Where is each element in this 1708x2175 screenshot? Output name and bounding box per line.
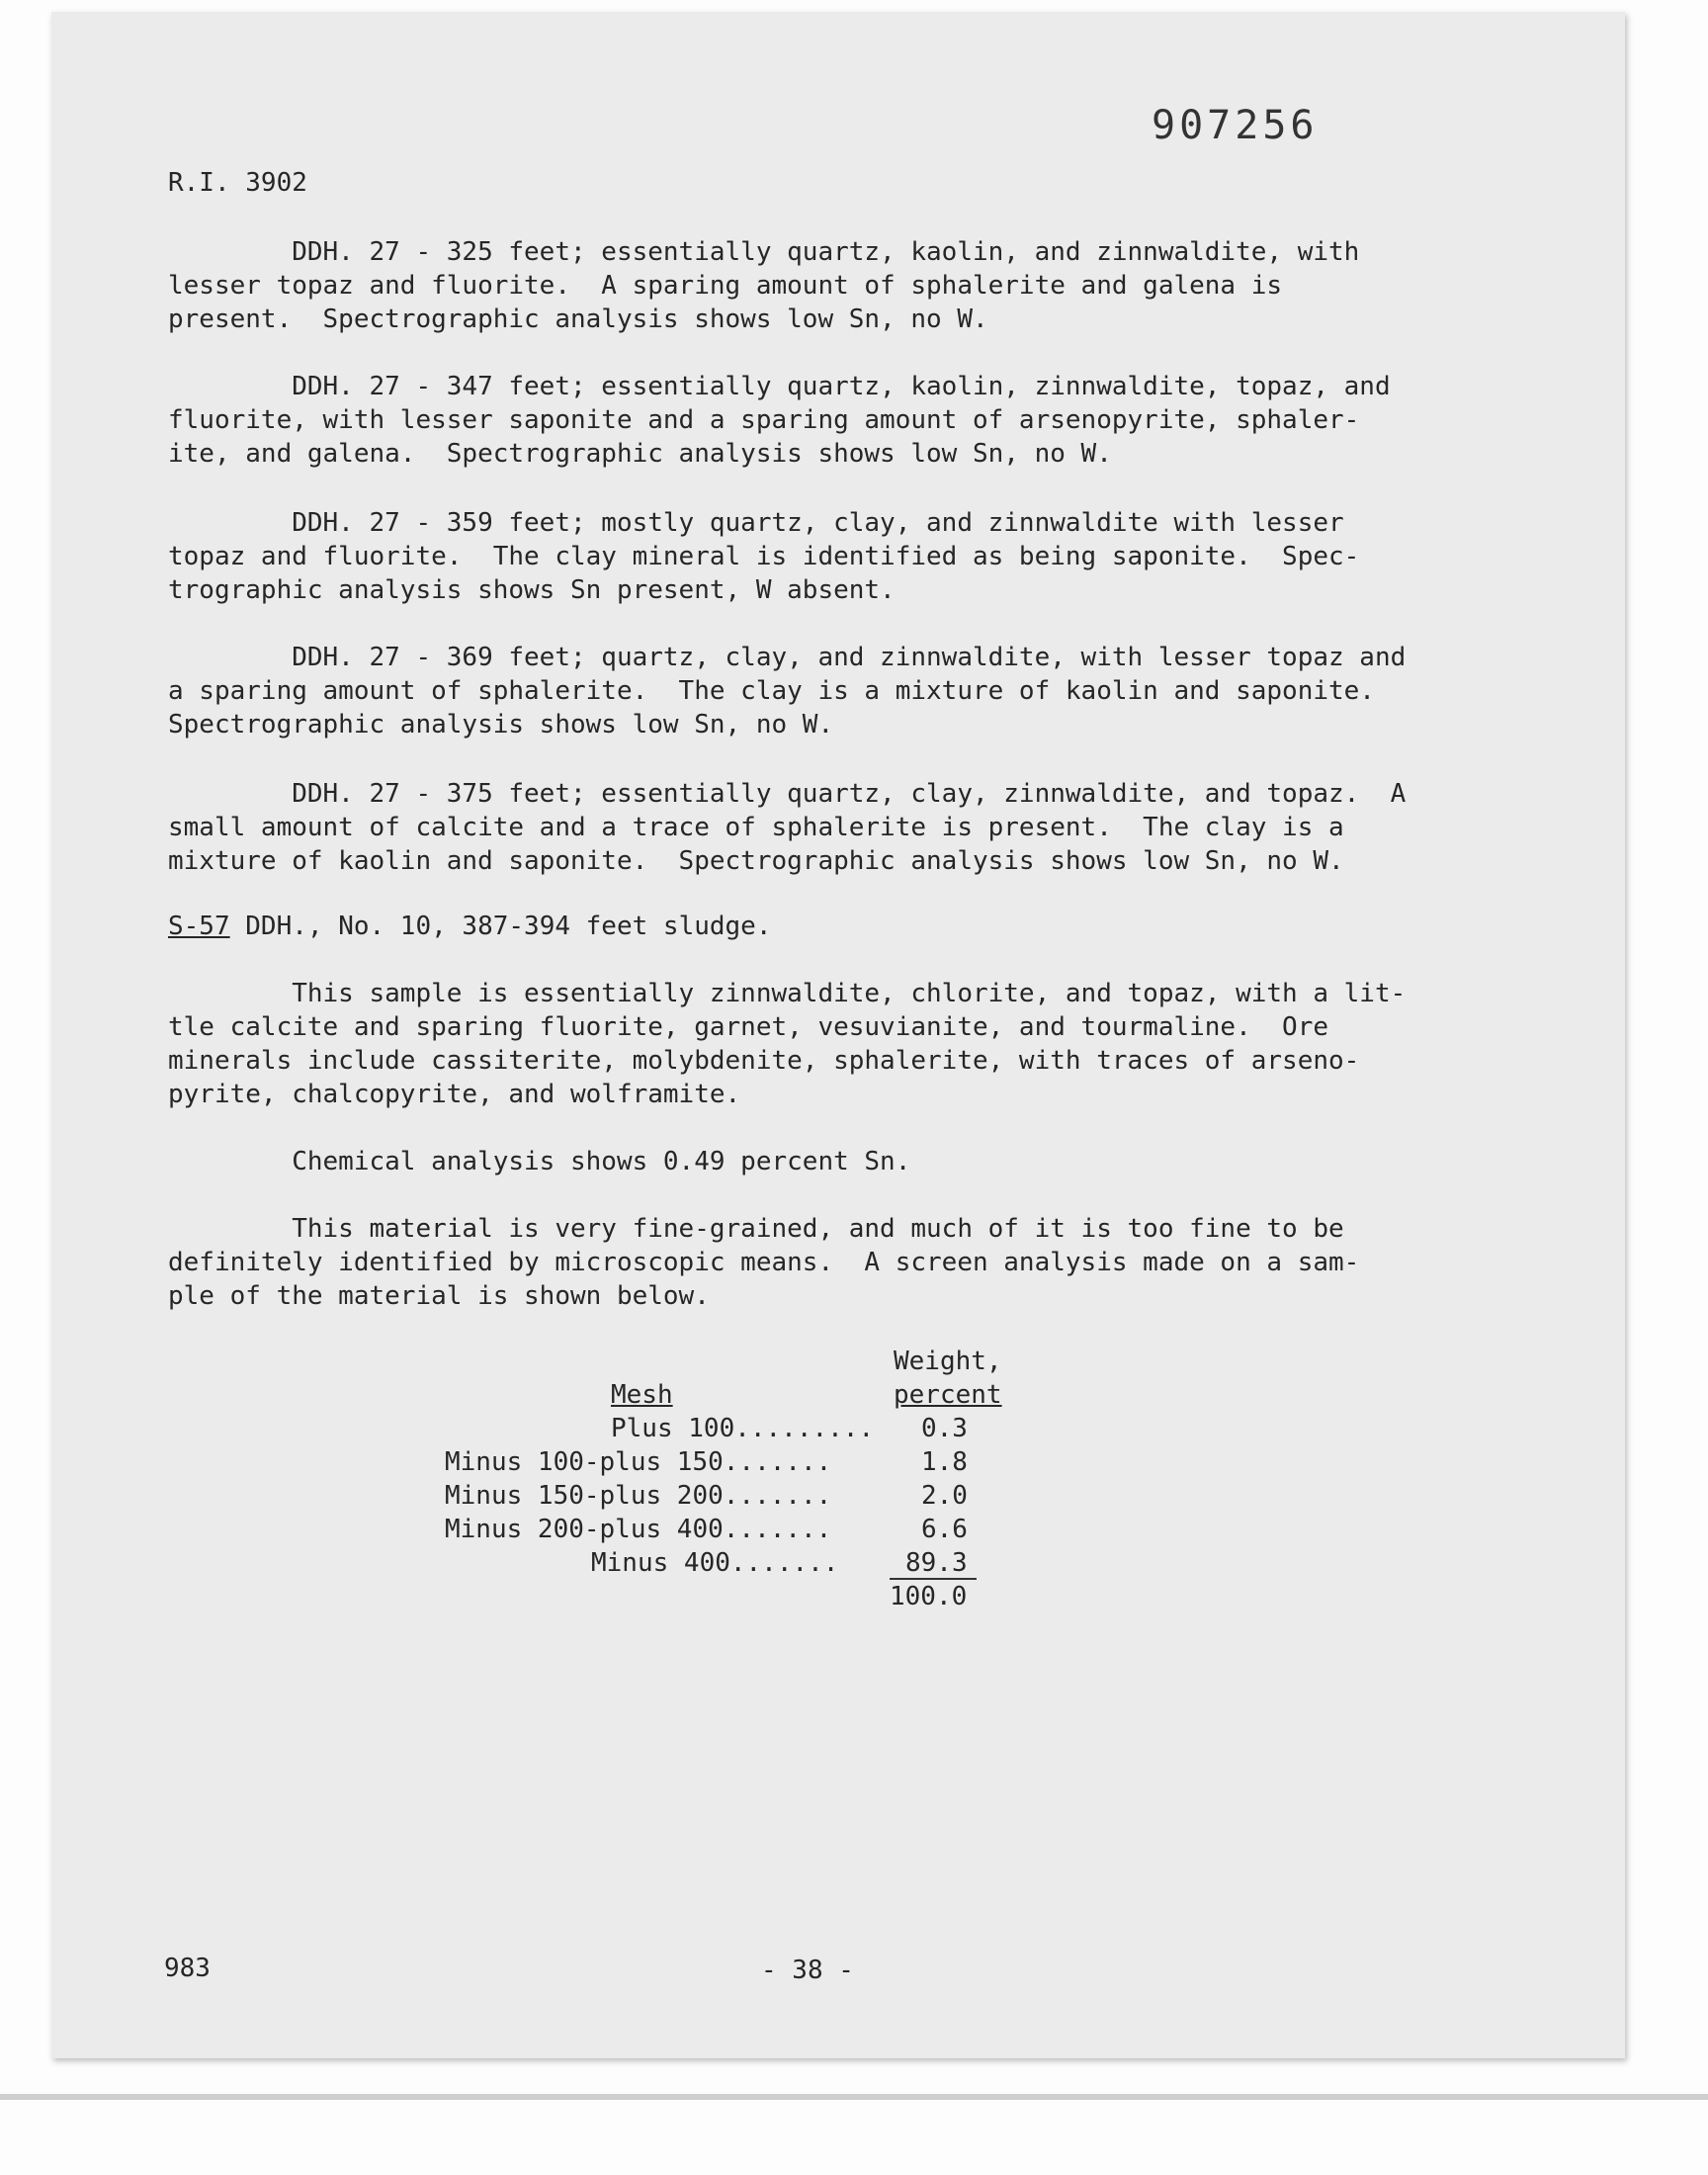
paragraph-ddh-359 (168, 506, 1359, 607)
paragraph-line: topaz and fluorite. The clay mineral is identified as being saponite. Spec- (168, 542, 1360, 571)
table-row-mesh: Minus 100-plus 150....... (445, 1447, 832, 1477)
page-number: - 38 - (761, 1956, 854, 1985)
sample-description: DDH., No. 10, 387-394 feet sludge. (229, 912, 772, 941)
paragraph-screen-analysis (168, 1212, 1359, 1313)
paragraph-line: lesser topaz and fluorite. A sparing amount of sphalerite and galena is (168, 271, 1283, 301)
table-row-mesh: Minus 200-plus 400....... (445, 1515, 832, 1544)
table-row-value: 6.6 (921, 1515, 968, 1544)
paragraph-line: definitely identified by microscopic means. A screen analysis made on a sam- (168, 1248, 1360, 1277)
footer-code: 983 (164, 1954, 211, 1983)
paragraph-ddh-347 (168, 370, 1391, 471)
paragraph-line: DDH. 27 - 347 feet; essentially quartz, kaolin, zinnwaldite, topaz, and (168, 372, 1391, 401)
table-row-value: 0.3 (921, 1414, 968, 1443)
paragraph-line: ple of the material is shown below. (168, 1281, 710, 1311)
paragraph-ddh-369 (168, 641, 1406, 741)
page-bottom-edge (0, 2094, 1708, 2100)
chemical-analysis: Chemical analysis shows 0.49 percent Sn. (168, 1147, 911, 1176)
header-weight: Weight, (894, 1347, 1002, 1376)
paragraph-sample-s57 (168, 977, 1406, 1111)
header-percent: percent (894, 1380, 1002, 1410)
sample-id: S-57 (168, 912, 230, 941)
header-mesh: Mesh (611, 1380, 673, 1410)
paragraph-line: DDH. 27 - 369 feet; quartz, clay, and zinnwaldite, with lesser topaz and (168, 643, 1407, 672)
table-row-value: 1.8 (921, 1447, 968, 1477)
paragraph-line: trographic analysis shows Sn present, W absent. (168, 575, 896, 605)
table-row-mesh: Minus 400....... (591, 1548, 839, 1578)
paragraph-ddh-325 (168, 235, 1359, 336)
paragraph-line: DDH. 27 - 325 feet; essentially quartz, kaolin, and zinnwaldite, with (168, 237, 1360, 267)
sample-heading (168, 910, 772, 943)
paragraph-line: a sparing amount of sphalerite. The clay is a mixture of kaolin and saponite. (168, 676, 1375, 706)
paragraph-line: fluorite, with lesser saponite and a sparing amount of arsenopyrite, sphaler- (168, 405, 1360, 435)
paragraph-line: This sample is essentially zinnwaldite, chlorite, and topaz, with a lit- (168, 979, 1407, 1008)
paragraph-line: Spectrographic analysis shows low Sn, no W. (168, 710, 834, 740)
document-number-stamp: 907256 (1152, 103, 1319, 148)
paragraph-line: mixture of kaolin and saponite. Spectrographic analysis shows low Sn, no W. (168, 846, 1344, 876)
report-id: R.I. 3902 (168, 168, 307, 198)
paragraph-line: DDH. 27 - 375 feet; essentially quartz, clay, zinnwaldite, and topaz. A (168, 779, 1407, 809)
paragraph-ddh-375 (168, 777, 1406, 878)
paragraph-line: pyrite, chalcopyrite, and wolframite. (168, 1080, 741, 1109)
table-total: 100.0 (890, 1582, 968, 1611)
paragraph-line: small amount of calcite and a trace of sphalerite is present. The clay is a (168, 813, 1344, 842)
table-row-value: 2.0 (921, 1481, 968, 1511)
paragraph-line: minerals include cassiterite, molybdenite, sphalerite, with traces of arseno- (168, 1046, 1360, 1076)
paragraph-line: This material is very fine-grained, and much of it is too fine to be (168, 1214, 1344, 1244)
paragraph-line: ite, and galena. Spectrographic analysis shows low Sn, no W. (168, 439, 1112, 469)
table-row-value: 89.3 (905, 1548, 968, 1578)
paragraph-line: DDH. 27 - 359 feet; mostly quartz, clay, and zinnwaldite with lesser (168, 508, 1344, 538)
table-row-mesh: Minus 150-plus 200....... (445, 1481, 832, 1511)
paragraph-line: tle calcite and sparing fluorite, garnet, vesuvianite, and tourmaline. Ore (168, 1012, 1328, 1042)
paragraph-line: present. Spectrographic analysis shows low Sn, no W. (168, 304, 988, 334)
table-row-mesh: Plus 100......... (611, 1414, 875, 1443)
